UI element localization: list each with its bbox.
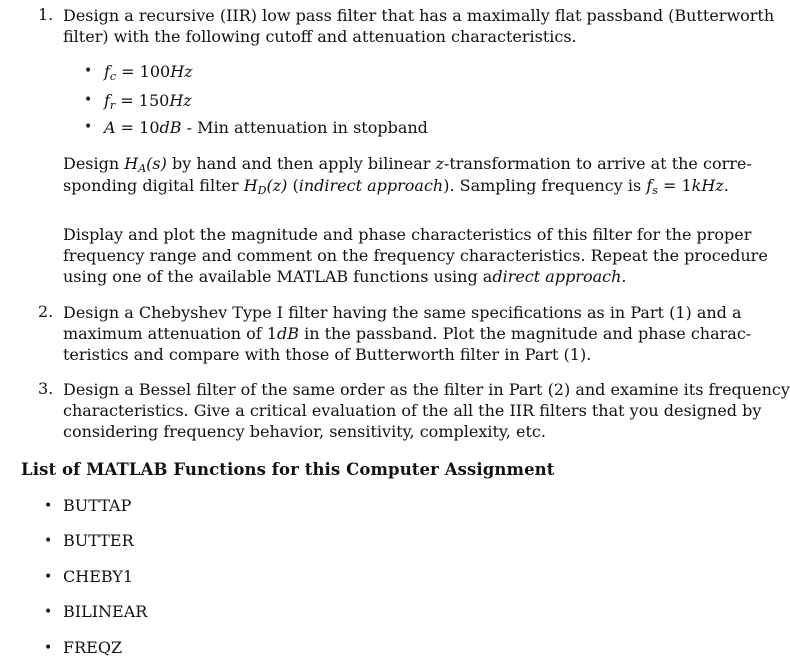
item-2-line-3: teristics and compare with those of Butterworth filter in Part (1). xyxy=(63,345,592,364)
function-item: BUTTER xyxy=(63,531,134,550)
spec-rejection: $f_r = 150Hz$ xyxy=(104,91,192,112)
item-number: 3. xyxy=(38,379,54,398)
bullet-icon: • xyxy=(44,498,53,514)
spec-attenuation: A = 10dB - Min attenuation in stopband xyxy=(104,118,428,137)
bullet-icon: • xyxy=(44,569,53,585)
item-3-line-2: characteristics. Give a critical evaluation of the all the IIR filters that you designed by xyxy=(63,401,762,420)
item-3-line-3: considering frequency behavior, sensitivity, complexity, etc. xyxy=(63,422,546,441)
function-item: BUTTAP xyxy=(63,496,132,515)
design-para-line-1: Design $H_A(s)$ by hand and then apply bilinear z-transformation to arrive at the corre- xyxy=(63,154,752,175)
design-para-line-2: sponding digital filter $H_D(z)$ (indirect approach). Sampling frequency is $f_s = 1kHz$. xyxy=(63,176,729,197)
function-item: CHEBY1 xyxy=(63,567,134,586)
bullet-icon: • xyxy=(84,119,93,135)
bullet-icon: • xyxy=(44,604,53,620)
bullet-icon: • xyxy=(44,533,53,549)
bullet-icon: • xyxy=(44,640,53,656)
item-number: 1. xyxy=(38,5,54,24)
item-1-line-1: Design a recursive (IIR) low pass filter that has a maximally flat passband (Butterworth xyxy=(63,6,775,25)
item-2-line-2: maximum attenuation of 1dB in the passband. Plot the magnitude and phase charac- xyxy=(63,324,752,343)
plot-para-line-1: Display and plot the magnitude and phase characteristics of this filter for the proper xyxy=(63,225,752,244)
plot-para-line-2: frequency range and comment on the frequency characteristics. Repeat the procedure xyxy=(63,246,768,265)
bullet-icon: • xyxy=(84,63,93,79)
functions-heading: List of MATLAB Functions for this Computer Assignment xyxy=(21,460,555,479)
function-item: FREQZ xyxy=(63,638,123,657)
plot-para-line-3: using one of the available MATLAB functions using adirect approach. xyxy=(63,267,627,286)
item-3-line-1: Design a Bessel filter of the same order as the filter in Part (2) and examine its frequency xyxy=(63,380,790,399)
item-1-line-2: filter) with the following cutoff and attenuation characteristics. xyxy=(63,27,577,46)
item-number: 2. xyxy=(38,302,54,321)
function-item: BILINEAR xyxy=(63,602,148,621)
bullet-icon: • xyxy=(84,92,93,108)
spec-cutoff: $f_c = 100Hz$ xyxy=(104,62,193,83)
item-2-line-1: Design a Chebyshev Type I filter having the same specifications as in Part (1) and a xyxy=(63,303,742,322)
